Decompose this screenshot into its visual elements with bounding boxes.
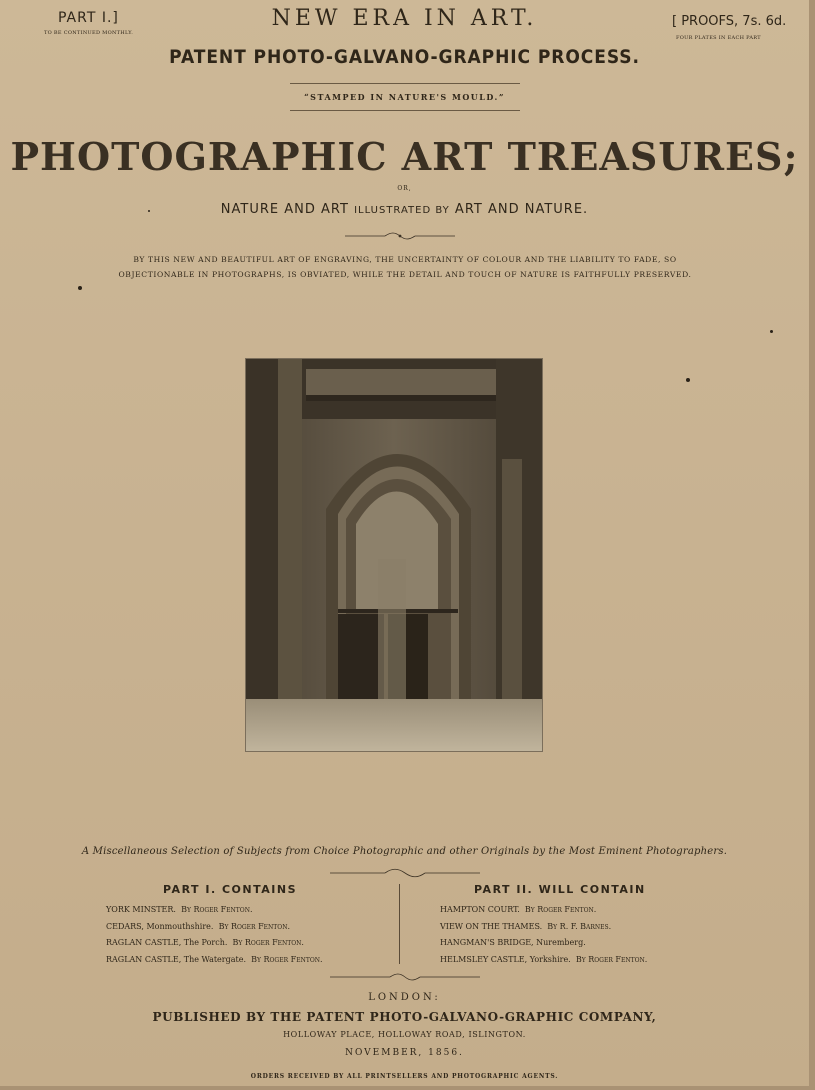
ornament-flourish-icon (345, 232, 455, 240)
list-item: HAMPTON COURT. By Roger Fenton. (440, 905, 597, 914)
gothic-portal-illustration (246, 359, 542, 751)
selection-line: A Miscellaneous Selection of Subjects from Choice Photographic and other Originals by the Most Eminent Photographers. (81, 846, 728, 857)
doorway-photograph (246, 359, 542, 751)
ornament-flourish-icon (330, 973, 480, 981)
footer-london: LONDON: (368, 992, 441, 1003)
publisher-address: HOLLOWAY PLACE, HOLLOWAY ROAD, ISLINGTON. (283, 1030, 526, 1039)
ink-speck (770, 330, 773, 333)
intro-text: BY THIS NEW AND BEAUTIFUL ART OF ENGRAVING, THE UNCERTAINTY OF COLOUR AND THE LIABILITY TO FADE, SO OBJECTIONABLE IN PHOTOGRAPHS, IS OBVIATED, WHILE THE DETAIL AND TOUCH OF NATURE IS FAITHFULLY PRESERVED. (118, 255, 692, 279)
ornament-flourish-icon (330, 868, 480, 878)
proofs-price: [ PROOFS, 7s. 6d. (672, 14, 787, 29)
publication-date: NOVEMBER, 1856. (345, 1048, 464, 1058)
ink-speck (148, 210, 150, 212)
divider-rule (290, 83, 520, 84)
ink-speck (78, 286, 82, 290)
part2-heading: PART II. WILL CONTAIN (474, 883, 646, 896)
proofs-note: FOUR PLATES IN EACH PART (676, 35, 761, 41)
patent-heading: PATENT PHOTO-GALVANO-GRAPHIC PROCESS. (169, 46, 640, 68)
title-or: OR, (397, 185, 412, 192)
divider-rule (290, 110, 520, 111)
list-item: RAGLAN CASTLE, The Watergate. By Roger Fenton. (106, 954, 323, 964)
list-item: HANGMAN'S BRIDGE, Nuremberg. (440, 938, 586, 947)
motto: “STAMPED IN NATURE'S MOULD.” (304, 92, 505, 102)
subtitle-part-1: NATURE AND ART (220, 202, 349, 217)
column-divider (399, 884, 400, 964)
part-note: TO BE CONTINUED MONTHLY. (44, 30, 134, 36)
part2-list (440, 902, 647, 968)
list-item: RAGLAN CASTLE, The Porch. By Roger Fenton. (106, 938, 304, 947)
era-heading: NEW ERA IN ART. (271, 6, 538, 31)
main-title: PHOTOGRAPHIC ART TREASURES; (10, 134, 799, 179)
list-item: CEDARS, Monmouthshire. By Roger Fenton. (106, 921, 291, 931)
list-item: YORK MINSTER. By Roger Fenton. (106, 905, 253, 914)
list-item: HELMSLEY CASTLE, Yorkshire. By Roger Fenton. (440, 954, 648, 964)
ink-speck (686, 378, 690, 382)
part1-list (106, 902, 323, 968)
orders-note: ORDERS RECEIVED BY ALL PRINTSELLERS AND PHOTOGRAPHIC AGENTS. (250, 1073, 559, 1080)
part1-heading: PART I. CONTAINS (163, 883, 297, 896)
subtitle-part-2: ILLUSTRATED BY (354, 205, 450, 216)
subtitle-part-3: ART AND NATURE. (454, 202, 589, 217)
part-label: PART I.] (58, 10, 119, 26)
list-item: VIEW ON THE THAMES. By R. F. Barnes. (440, 921, 612, 931)
subtitle (0, 202, 809, 217)
publisher-line: PUBLISHED BY THE PATENT PHOTO-GALVANO-GRAPHIC COMPANY, (152, 1010, 657, 1024)
